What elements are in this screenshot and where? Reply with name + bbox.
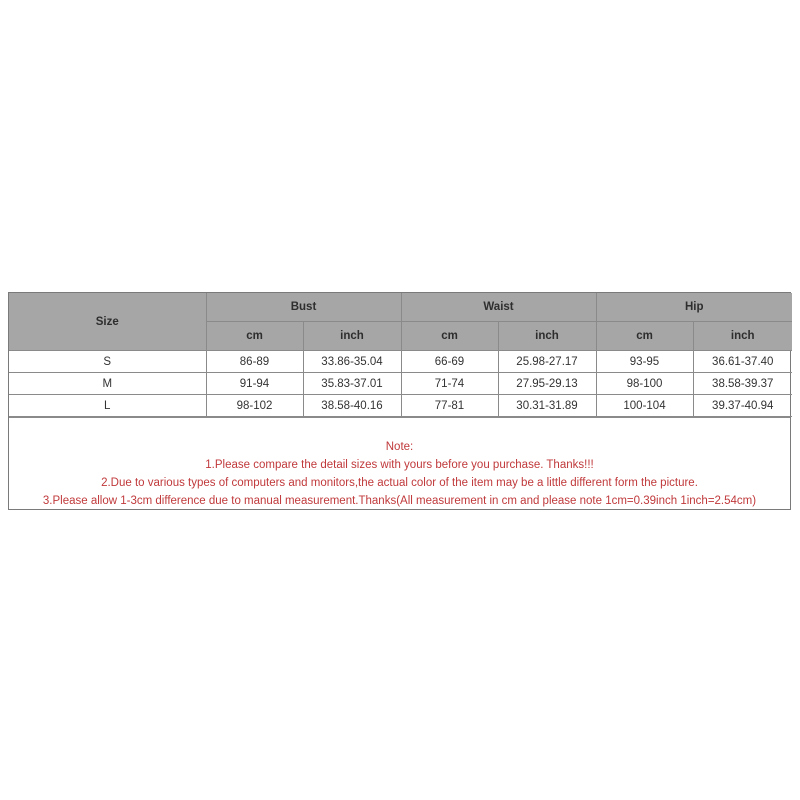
unit-header: cm: [401, 322, 498, 351]
size-cell: L: [9, 395, 206, 417]
table-cell: 33.86-35.04: [303, 351, 401, 373]
unit-header: inch: [693, 322, 792, 351]
table-row: [9, 351, 792, 373]
hip-header: Hip: [596, 293, 792, 322]
size-chart: [8, 292, 791, 510]
size-table: [9, 293, 792, 417]
size-header: Size: [9, 293, 206, 351]
table-cell: 38.58-39.37: [693, 373, 792, 395]
table-cell: 66-69: [401, 351, 498, 373]
table-row: [9, 395, 792, 417]
size-cell: M: [9, 373, 206, 395]
table-cell: 39.37-40.94: [693, 395, 792, 417]
notes-section: [9, 417, 790, 509]
header-row-groups: [9, 293, 792, 322]
table-cell: 100-104: [596, 395, 693, 417]
size-cell: S: [9, 351, 206, 373]
table-cell: 36.61-37.40: [693, 351, 792, 373]
table-cell: 86-89: [206, 351, 303, 373]
table-cell: 71-74: [401, 373, 498, 395]
note-line: 1.Please compare the detail sizes with yours before you purchase. Thanks!!!: [205, 459, 594, 471]
unit-header: cm: [596, 322, 693, 351]
table-cell: 91-94: [206, 373, 303, 395]
table-cell: 25.98-27.17: [498, 351, 596, 373]
notes-title: Note:: [385, 441, 414, 453]
unit-header: cm: [206, 322, 303, 351]
table-cell: 38.58-40.16: [303, 395, 401, 417]
waist-header: Waist: [401, 293, 596, 322]
note-line: 3.Please allow 1-3cm difference due to manual measurement.Thanks(All measurement in cm and please note 1cm=0.39inch 1inch=2.54cm): [42, 495, 757, 507]
table-cell: 77-81: [401, 395, 498, 417]
note-line: 2.Due to various types of computers and monitors,the actual color of the item may be a little different form the picture.: [101, 477, 698, 489]
bust-header: Bust: [206, 293, 401, 322]
unit-header: inch: [303, 322, 401, 351]
table-cell: 93-95: [596, 351, 693, 373]
table-cell: 27.95-29.13: [498, 373, 596, 395]
table-cell: 98-102: [206, 395, 303, 417]
table-cell: 35.83-37.01: [303, 373, 401, 395]
table-cell: 30.31-31.89: [498, 395, 596, 417]
table-row: [9, 373, 792, 395]
table-cell: 98-100: [596, 373, 693, 395]
unit-header: inch: [498, 322, 596, 351]
